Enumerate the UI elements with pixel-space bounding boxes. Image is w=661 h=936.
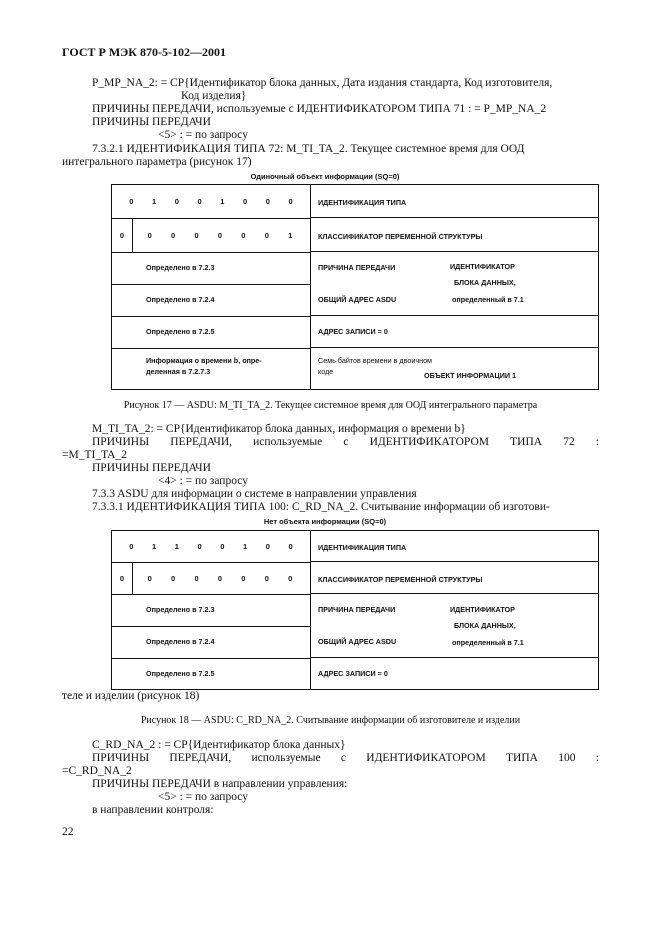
bit-value: 0 — [241, 574, 246, 583]
fig17-seven-bytes-1: Семь байтов времени в двоичном — [318, 356, 433, 365]
bit-value: 0 — [197, 542, 202, 551]
bit-value: 0 — [194, 231, 199, 240]
section-7-3-2-1-cont: интегрального параметра (рисунок 17) — [62, 156, 252, 168]
bit-value: 0 — [194, 574, 199, 583]
bit-value: 0 — [217, 574, 223, 583]
figure-18-caption: Рисунок 18 — ASDU: C_RD_NA_2. Считывание информации об изготовителе и изделии — [140, 715, 521, 726]
bit-value: 0 — [174, 197, 179, 206]
fig17-dui-2: БЛОКА ДАННЫХ, — [454, 278, 516, 287]
word: 100 — [558, 752, 576, 764]
figure-18-diagram — [111, 530, 599, 690]
bit-value: 0 — [197, 197, 202, 206]
bit-value: 0 — [147, 231, 152, 240]
word: ТИПА — [505, 752, 538, 764]
fig18-row-cause — [112, 595, 310, 627]
word: ИДЕНТИФИКАТОРОМ — [369, 436, 490, 448]
paragraph-c-rd-na-2: C_RD_NA_2 : = CP{Идентификатор блока данных} — [92, 739, 346, 751]
paragraph-cause-control-dir: ПРИЧИНЫ ПЕРЕДАЧИ в направлении управления: — [92, 778, 348, 790]
fig17-bits-row-2 — [112, 219, 310, 253]
fig17-row-cause — [112, 253, 310, 285]
bit-value: 0 — [171, 574, 176, 583]
bit-value: 0 — [264, 231, 269, 240]
page-number: 22 — [62, 826, 74, 838]
fig18-defined-7-2-4: Определено в 7.2.4 — [146, 637, 215, 647]
bit-value: 0 — [129, 197, 134, 206]
word: ПРИЧИНЫ — [92, 752, 150, 764]
fig18-defined-7-2-5: Определено в 7.2.5 — [146, 668, 215, 678]
fig18-defined-7-2-3: Определено в 7.2.3 — [146, 605, 215, 615]
paragraph-continuation: Код изделия} — [181, 90, 247, 102]
bit-value: 0 — [288, 574, 293, 583]
fig18-asdu-address: ОБЩИЙ АДРЕС ASDU — [318, 637, 397, 646]
fig17-info-object-1: ОБЪЕКТ ИНФОРМАЦИИ 1 — [424, 371, 517, 380]
fig17-row-asdu — [112, 285, 310, 317]
fig18-dui-3: определенный в 7.1 — [452, 638, 524, 647]
bit-value: 0 — [220, 542, 225, 551]
bit-value: 1 — [152, 197, 157, 206]
bit-value: 0 — [171, 231, 176, 240]
fig18-cause: ПРИЧИНА ПЕРЕДАЧИ — [318, 605, 396, 614]
word: : — [595, 752, 599, 764]
fig17-row-time — [112, 349, 310, 389]
word: используемые — [253, 436, 323, 448]
word: ПЕРЕДАЧИ, — [170, 436, 233, 448]
fig17-vsq: КЛАССИФИКАТОР ПЕРЕМЕННОЙ СТРУКТУРЫ — [318, 232, 483, 241]
word: ТИПА — [510, 436, 543, 448]
section-7-3-3-1-cont: теле и изделии (рисунок 18) — [62, 690, 200, 702]
bit-value: 1 — [152, 542, 157, 551]
bit-value: 0 — [264, 574, 269, 583]
paragraph-cause-label-2: ПРИЧИНЫ ПЕРЕДАЧИ — [92, 462, 211, 474]
bit-value: 0 — [265, 197, 270, 206]
fig17-row-record — [112, 317, 310, 349]
word: ПЕРЕДАЧИ, — [169, 752, 232, 764]
fig18-vsq: КЛАССИФИКАТОР ПЕРЕМЕННОЙ СТРУКТУРЫ — [318, 575, 483, 584]
bit-value: 0 — [288, 542, 293, 551]
figure-17-diagram — [111, 184, 599, 390]
fig18-bits-row-1 — [112, 531, 310, 563]
paragraph-cause-value: <5> : = по запросу — [158, 129, 248, 141]
fig18-record-address: АДРЕС ЗАПИСИ = 0 — [318, 669, 388, 678]
fig17-seven-bytes-2: коде — [318, 367, 334, 376]
fig17-time-info-1: Информация о времени b, опре- — [146, 356, 262, 365]
figure-17-title: Одиночный объект информации (SQ=0) — [250, 172, 400, 181]
bit-value: 1 — [243, 542, 248, 551]
paragraph-cause-71: ПРИЧИНЫ ПЕРЕДАЧИ, используемые с ИДЕНТИФИКАТОРОМ ТИПА 71 : = P_MP_NA_2 — [92, 103, 547, 115]
fig17-dui-3: определенный в 7.1 — [452, 295, 524, 304]
fig17-dui-1: ИДЕНТИФИКАТОР — [450, 262, 515, 271]
paragraph-m-ti-ta-2: M_TI_TA_2: = CP{Идентификатор блока данных, информация о времени b} — [92, 423, 466, 435]
paragraph-monitor-dir: в направлении контроля: — [92, 804, 214, 816]
fig17-defined-7-2-4: Определено в 7.2.4 — [146, 295, 215, 305]
section-7-3-2-1: 7.3.2.1 ИДЕНТИФИКАЦИЯ ТИПА 72: M_TI_TA_2. Текущее системное время для ООД — [92, 143, 525, 155]
bit-value: 0 — [129, 542, 134, 551]
fig18-bits-row-2 — [112, 563, 310, 595]
section-7-3-3-1: 7.3.3.1 ИДЕНТИФИКАЦИЯ ТИПА 100: C_RD_NA_2. Считывание информации об изготови- — [92, 501, 550, 513]
paragraph-p-mp-na-2: P_MP_NA_2: = CP{Идентификатор блока данных, Дата издания стандарта, Код изготовителя, — [92, 77, 553, 89]
fig18-dui-1: ИДЕНТИФИКАТОР — [450, 605, 515, 614]
bit-value: 0 — [288, 197, 293, 206]
fig17-type-id: ИДЕНТИФИКАЦИЯ ТИПА — [318, 198, 407, 207]
word: с — [343, 436, 349, 448]
paragraph-cause-value-3: <5> : = по запросу — [158, 791, 248, 803]
word: с — [340, 752, 346, 764]
fig17-cause: ПРИЧИНА ПЕРЕДАЧИ — [318, 263, 396, 272]
fig18-type-id: ИДЕНТИФИКАЦИЯ ТИПА — [318, 543, 407, 552]
bit-value: 1 — [288, 231, 293, 240]
fig17-record-address: АДРЕС ЗАПИСИ = 0 — [318, 327, 388, 336]
fig18-row-record — [112, 659, 310, 689]
fig18-row-asdu — [112, 627, 310, 659]
figure-18-title: Нет объекта информации (SQ=0) — [263, 517, 387, 526]
bit-value: 0 — [241, 231, 246, 240]
figure-17-caption: Рисунок 17 — ASDU: M_TI_TA_2. Текущее системное время для ООД интегрального параметра — [123, 400, 538, 411]
word: ИДЕНТИФИКАТОРОМ — [366, 752, 486, 764]
bit-value: 1 — [174, 542, 179, 551]
word: используемые — [251, 752, 321, 764]
word: 72 — [563, 436, 575, 448]
paragraph-cause-72 — [92, 436, 599, 450]
word: : — [595, 436, 599, 448]
bit-value: 0 — [147, 574, 152, 583]
paragraph-cause-label: ПРИЧИНЫ ПЕРЕДАЧИ — [92, 116, 211, 128]
paragraph-cause-100-cont: =C_RD_NA_2 — [62, 765, 132, 777]
paragraph-cause-value-2: <4> : = по запросу — [158, 475, 248, 487]
paragraph-cause-72-cont: =M_TI_TA_2 — [62, 449, 127, 461]
bit-value: 1 — [220, 197, 225, 206]
section-7-3-3: 7.3.3 ASDU для информации о системе в направлении управления — [92, 488, 417, 500]
bit-value: 0 — [265, 542, 270, 551]
paragraph-cause-100 — [92, 752, 599, 766]
word: ПРИЧИНЫ — [92, 436, 150, 448]
bit-value: 0 — [119, 231, 125, 240]
bit-value: 0 — [119, 574, 125, 583]
standard-header: ГОСТ Р МЭК 870-5-102—2001 — [62, 45, 226, 59]
fig17-time-info-2: деленная в 7.2.7.3 — [146, 367, 211, 376]
fig17-defined-7-2-3: Определено в 7.2.3 — [146, 263, 215, 273]
fig17-asdu-address: ОБЩИЙ АДРЕС ASDU — [318, 295, 397, 304]
bit-value: 0 — [243, 197, 248, 206]
fig18-dui-2: БЛОКА ДАННЫХ, — [454, 621, 516, 630]
fig17-bits-row-1 — [112, 185, 310, 219]
fig17-defined-7-2-5: Определено в 7.2.5 — [146, 327, 215, 337]
bit-value: 0 — [217, 231, 223, 240]
